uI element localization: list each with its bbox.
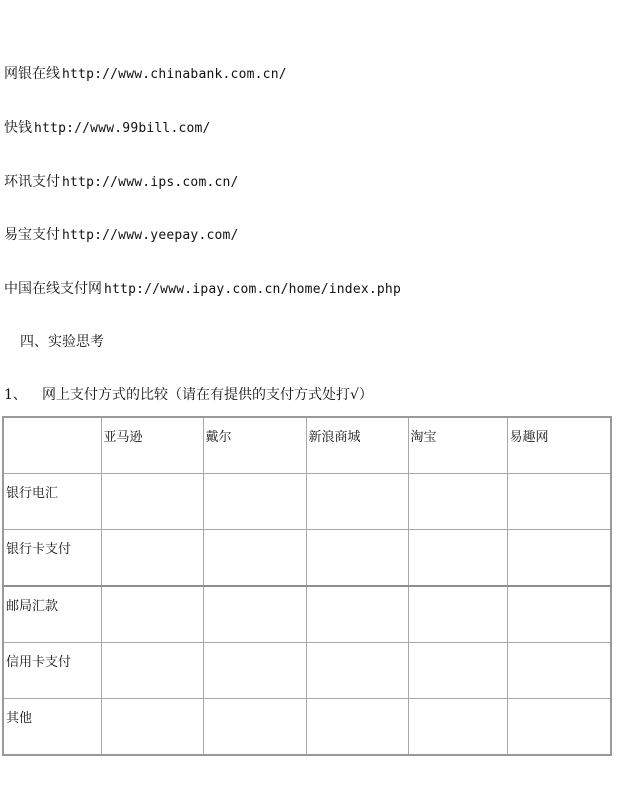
row-header: 银行卡支付: [3, 530, 101, 587]
question-text: 网上支付方式的比较（请在有提供的支付方式处打√）: [42, 387, 373, 403]
check-cell[interactable]: [101, 699, 203, 756]
check-cell[interactable]: [203, 474, 306, 530]
question-number: 1、: [4, 387, 27, 403]
row-header: 其他: [3, 699, 101, 756]
check-cell[interactable]: [203, 530, 306, 587]
link-url[interactable]: http://www.ips.com.cn/: [62, 175, 239, 190]
check-cell[interactable]: [203, 699, 306, 756]
check-cell[interactable]: [408, 474, 507, 530]
column-header: 亚马逊: [101, 417, 203, 474]
check-cell[interactable]: [408, 643, 507, 699]
link-url[interactable]: http://www.99bill.com/: [34, 121, 211, 136]
column-header: 易趣网: [507, 417, 611, 474]
check-cell[interactable]: [507, 699, 611, 756]
link-name: 中国在线支付网: [4, 281, 102, 297]
check-cell[interactable]: [408, 530, 507, 587]
table-row: [3, 643, 611, 699]
check-cell[interactable]: [408, 586, 507, 643]
section-title: 四、实验思考: [20, 334, 104, 350]
link-line-99bill: [4, 119, 211, 138]
table-row: [3, 586, 611, 643]
check-cell[interactable]: [507, 586, 611, 643]
check-cell[interactable]: [203, 586, 306, 643]
link-line-yeepay: [4, 226, 239, 245]
check-cell[interactable]: [101, 474, 203, 530]
check-cell[interactable]: [507, 643, 611, 699]
check-cell[interactable]: [306, 474, 408, 530]
link-name: 环讯支付: [4, 174, 60, 190]
link-url[interactable]: http://www.yeepay.com/: [62, 228, 239, 243]
link-name: 网银在线: [4, 66, 60, 82]
row-header: 信用卡支付: [3, 643, 101, 699]
check-cell[interactable]: [203, 643, 306, 699]
link-name: 快钱: [4, 120, 32, 136]
column-header: 新浪商城: [306, 417, 408, 474]
link-line-ipay: [4, 280, 401, 299]
payment-comparison-table: [2, 416, 612, 756]
table-header-row: [3, 417, 611, 474]
table-row: [3, 530, 611, 587]
check-cell[interactable]: [306, 530, 408, 587]
table-corner-cell: [3, 417, 101, 474]
column-header: 戴尔: [203, 417, 306, 474]
check-cell[interactable]: [306, 643, 408, 699]
column-header: 淘宝: [408, 417, 507, 474]
row-header: 银行电汇: [3, 474, 101, 530]
question: [4, 386, 373, 404]
check-cell[interactable]: [101, 530, 203, 587]
check-cell[interactable]: [306, 699, 408, 756]
check-cell[interactable]: [101, 586, 203, 643]
link-name: 易宝支付: [4, 227, 60, 243]
check-cell[interactable]: [507, 474, 611, 530]
table-row: [3, 699, 611, 756]
table-row: [3, 474, 611, 530]
link-line-chinabank: [4, 65, 287, 84]
check-cell[interactable]: [101, 643, 203, 699]
row-header: 邮局汇款: [3, 586, 101, 643]
check-cell[interactable]: [306, 586, 408, 643]
link-line-ips: [4, 173, 239, 192]
check-cell[interactable]: [408, 699, 507, 756]
link-url[interactable]: http://www.chinabank.com.cn/: [62, 67, 287, 82]
link-url[interactable]: http://www.ipay.com.cn/home/index.php: [104, 282, 401, 297]
check-cell[interactable]: [507, 530, 611, 587]
